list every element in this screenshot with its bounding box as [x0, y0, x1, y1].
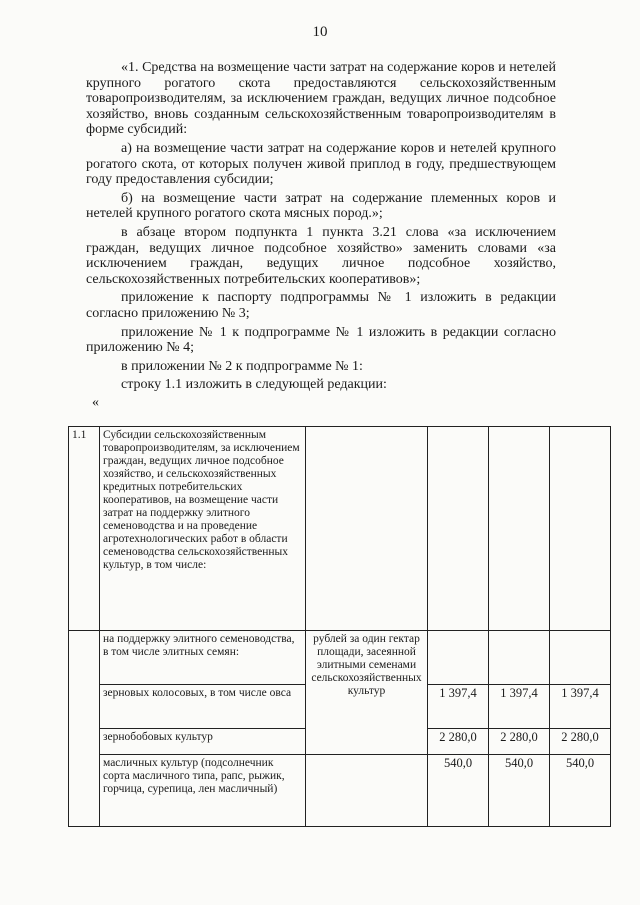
subsidy-table [68, 426, 611, 827]
value-cell: 2 280,0 [489, 729, 550, 755]
paragraph: в приложении № 2 к подпрограмме № 1: [121, 358, 363, 374]
row-number-empty [69, 631, 100, 827]
value-cell-empty [428, 427, 489, 631]
page-number: 10 [312, 24, 328, 40]
unit-cell-empty [306, 755, 428, 827]
value-cell: 2 280,0 [550, 729, 611, 755]
value-cell [550, 631, 611, 685]
paragraph: «1. Средства на возмещение части затрат на содержание коров и нетелей крупного рогатого скота предоставляются сельскохозяйственным товаропроизводителям, за исключением граждан, ведущих личное подсобное хозяйство, вновь созданным сельскохозяйственным товаропроизводителям в форме субсидий: [86, 60, 556, 138]
value-cell: 540,0 [550, 755, 611, 827]
value-cell: 2 280,0 [428, 729, 489, 755]
paragraph: в абзаце втором подпункта 1 пункта 3.21 слова «за исключением граждан, ведущих личное подсобное хозяйство» заменить словами «за исключением граждан, ведущих личное подсобное хозяйство, сельскохозяйственных потребительских кооперативов»; [86, 224, 556, 287]
table-row [69, 427, 611, 631]
quote-mark: « [92, 394, 99, 410]
value-cell-empty [489, 427, 550, 631]
row-number: 1.1 [69, 427, 100, 631]
value-cell [489, 631, 550, 685]
value-cell: 1 397,4 [489, 685, 550, 729]
value-cell: 540,0 [489, 755, 550, 827]
sub-row-label: зерновых колосовых, в том числе овса [100, 685, 306, 729]
table-row [69, 631, 611, 685]
paragraph: приложение к паспорту подпрограммы № 1 изложить в редакции согласно приложению № 3; [86, 290, 556, 321]
paragraph: б) на возмещение части затрат на содержание племенных коров и нетелей крупного рогатого скота мясных пород.»; [86, 190, 556, 222]
sub-row-label: на поддержку элитного семеноводства, в том числе элитных семян: [100, 631, 306, 685]
paragraph: строку 1.1 изложить в следующей редакции: [121, 377, 387, 393]
value-cell: 1 397,4 [428, 685, 489, 729]
paragraph: приложение № 1 к подпрограмме № 1 изложить в редакции согласно приложению № 4; [86, 324, 556, 356]
sub-row-label: зернобобовых культур [100, 729, 306, 755]
table-row [69, 755, 611, 827]
value-cell [428, 631, 489, 685]
unit-cell-empty [306, 427, 428, 631]
value-cell: 540,0 [428, 755, 489, 827]
paragraph: а) на возмещение части затрат на содержание коров и нетелей крупного рогатого скота, от которых получен живой приплод в году, предшествующем году предоставления субсидии; [86, 140, 556, 188]
document-body [86, 60, 556, 413]
unit-of-measure: рублей за один гектар площади, засеянной элитными семенами сельскохозяйственных культур [306, 631, 428, 755]
row-description: Субсидии сельскохозяйственным товаропроизводителям, за исключением граждан, ведущих личное подсобное хозяйство, и сельскохозяйственных кредитных потребительских кооперативов, на возмещение части затрат на поддержку элитного семеноводства и на проведение агротехнологических работ в области семеноводства сельскохозяйственных культур, в том числе: [100, 427, 306, 631]
sub-row-label: масличных культур (подсолнечник сорта масличного типа, рапс, рыжик, горчица, сурепица, лен масличный) [100, 755, 306, 827]
value-cell: 1 397,4 [550, 685, 611, 729]
value-cell-empty [550, 427, 611, 631]
